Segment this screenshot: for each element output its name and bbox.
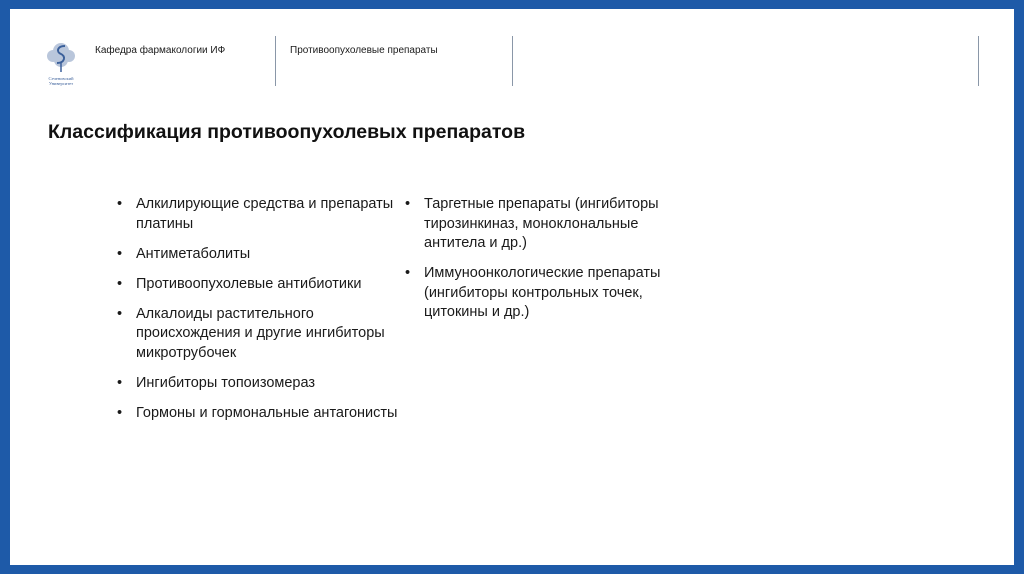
bullet-icon: • bbox=[117, 196, 123, 212]
bullet-item bbox=[400, 264, 700, 323]
bullet-text: Антиметаболиты bbox=[136, 245, 251, 262]
bullet-item bbox=[112, 275, 407, 295]
logo-caption bbox=[41, 76, 81, 86]
bullet-icon: • bbox=[117, 374, 123, 391]
bullet-text: Алкалоиды растительного происхождения и другие ингибиторы микротрубочек bbox=[136, 305, 385, 361]
bullet-icon: • bbox=[117, 275, 123, 292]
bullet-item bbox=[112, 195, 407, 234]
bullet-icon: • bbox=[405, 265, 411, 281]
bullet-item bbox=[400, 195, 700, 254]
bullet-icon: • bbox=[405, 196, 411, 212]
bullet-item bbox=[112, 245, 407, 265]
department-name: Кафедра фармакологии ИФ bbox=[95, 45, 226, 56]
bullet-text: Алкилирующие средства и препараты платины bbox=[136, 196, 394, 232]
left-bullet-list bbox=[112, 195, 407, 434]
header-divider bbox=[512, 36, 513, 86]
bullet-icon: • bbox=[117, 404, 123, 421]
header-divider bbox=[275, 36, 276, 86]
logo-caption-line2: Университет bbox=[48, 81, 74, 86]
logo-caption-line1: Сеченовский bbox=[48, 76, 74, 81]
slide-title: Классификация противоопухолевых препаратов bbox=[48, 121, 526, 143]
bullet-text: Гормоны и гормональные антагонисты bbox=[136, 404, 398, 421]
header-divider bbox=[978, 36, 979, 86]
bullet-item bbox=[112, 404, 407, 424]
bullet-text: Противоопухолевые антибиотики bbox=[136, 275, 362, 292]
bullet-icon: • bbox=[117, 305, 123, 322]
topic-name: Противоопухолевые препараты bbox=[290, 45, 438, 56]
bullet-item bbox=[112, 305, 407, 364]
bullet-icon: • bbox=[117, 245, 123, 262]
bullet-item bbox=[112, 374, 407, 394]
bullet-text: Ингибиторы топоизомераз bbox=[136, 374, 316, 391]
right-bullet-list bbox=[400, 195, 700, 333]
bullet-text: Иммуноонкологические препараты (ингибиторы контрольных точек, цитокины и др.) bbox=[424, 265, 661, 320]
slide bbox=[10, 9, 1014, 565]
bullet-text: Таргетные препараты (ингибиторы тирозинкиназ, моноклональные антитела и др.) bbox=[424, 196, 659, 251]
